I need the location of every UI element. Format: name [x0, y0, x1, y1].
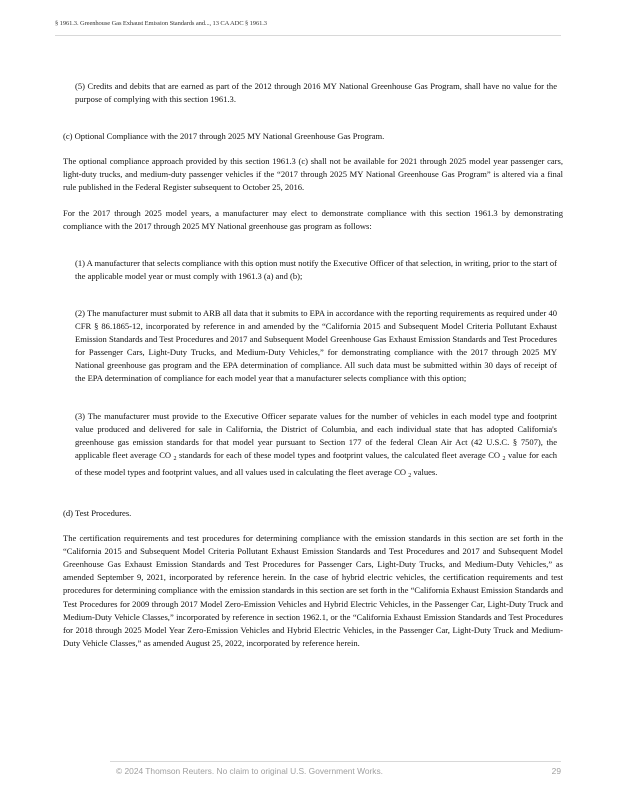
paragraph-c-intro: The optional compliance approach provided by this section 1961.3 (c) shall not be available for 2021 through 2025 model year passenger cars, light-duty trucks, and medium-duty passenger vehicles if the “2017 through 2025 MY National Greenhouse Gas Program” is altered via a final rule published in the Federal Register subsequent to October 25, 2016. — [63, 156, 563, 193]
paragraph-c3 — [63, 410, 563, 483]
paragraph-c3-part-3: value for each of these model types and footprint values, and all values used in calculating the fleet average CO — [75, 449, 558, 477]
co2-subscript: 2 — [408, 472, 412, 479]
document-body — [63, 80, 563, 650]
footer-divider — [110, 761, 561, 762]
page-number: 29 — [551, 766, 561, 776]
co2-subscript: 2 — [173, 455, 177, 462]
paragraph-c3-part-4: values. — [411, 466, 438, 477]
paragraph-b5: (5) Credits and debits that are earned as part of the 2012 through 2016 MY National Greenhouse Gas Program, shall have no value for the purpose of complying with this section 1961.3. — [75, 81, 557, 105]
heading-c: (c) Optional Compliance with the 2017 through 2025 MY National Greenhouse Gas Program. — [63, 131, 385, 142]
copyright-notice: © 2024 Thomson Reuters. No claim to original U.S. Government Works. — [116, 766, 383, 776]
header-divider — [55, 35, 561, 36]
paragraph-c3-part-2: standards for each of these model types and footprint values, the calculated fleet average CO — [176, 449, 501, 460]
paragraph-c-main: For the 2017 through 2025 model years, a manufacturer may elect to demonstrate compliance with this section 1961.3 by demonstrating compliance with the 2017 through 2025 MY National greenhouse gas program as follows: — [63, 207, 563, 231]
paragraph-c2: (2) The manufacturer must submit to ARB all data that it submits to EPA in accordance with the reporting requirements as required under 40 CFR § 86.1865-12, incorporated by reference in and amended by the “California 2015 and Subsequent Model Criteria Pollutant Exhaust Emission Standards and Test Procedures and 2017 and Subsequent Model Greenhouse Gas Exhaust Emission Standards and Test Procedures for Passenger Cars, Light-Duty Trucks, and Medium-Duty Vehicles,” for demonstrating compliance with the 2017 through 2025 MY National greenhouse gas program and the EPA determination of compliance. All such data must be submitted within 30 days of receipt of the EPA determination of compliance for each model year that a manufacturer selects compliance with this option; — [75, 307, 557, 384]
co2-subscript: 2 — [502, 455, 506, 462]
heading-d: (d) Test Procedures. — [63, 507, 132, 518]
paragraph-d: The certification requirements and test procedures for determining compliance with the emission standards in this section are set forth in the “California 2015 and Subsequent Model Criteria Pollutant Exhaust Emission Standards and Test Procedures and 2017 and Subsequent Model Greenhouse Gas Exhaust Emission Standards and Test Procedures for Passenger Cars, Light-Duty Trucks, and Medium-Duty Vehicles,” as amended September 9, 2021, incorporated by reference herein. In the case of hybrid electric vehicles, the certification requirements and test procedures for determining compliance with the emission standards in this section are set forth in the “California Exhaust Emission Standards and Test Procedures for 2009 through 2017 Model Zero-Emission Vehicles and Hybrid Electric Vehicles, in the Passenger Car, Light-Duty Truck and Medium-Duty Vehicle Classes,” incorporated by reference in section 1962.1, or the “California Exhaust Emission Standards and Test Procedures for 2018 through 2025 Model Year Zero-Emission Vehicles and Hybrid Electric Vehicles, in the Passenger Car, Light-Duty Truck and Medium-Duty Vehicle Classes,” as amended August 25, 2022, incorporated by reference herein. — [63, 533, 563, 648]
paragraph-c1: (1) A manufacturer that selects compliance with this option must notify the Executive Officer of that selection, in writing, prior to the start of the applicable model year or must comply with 1961.3 (a) and (b); — [75, 257, 557, 281]
paragraph-c3-part-1: (3) The manufacturer must provide to the Executive Officer separate values for the number of vehicles in each model type and footprint value produced and delivered for sale in California, the District of Columbia, and each individual state that has adopted California's greenhouse gas emission standards for that model year pursuant to Section 177 of the federal Clean Air Act (42 U.S.C. § 7507), the applicable fleet average CO — [75, 410, 557, 460]
running-header: § 1961.3. Greenhouse Gas Exhaust Emission Standards and..., 13 CA ADC § 1961.3 — [55, 20, 267, 27]
